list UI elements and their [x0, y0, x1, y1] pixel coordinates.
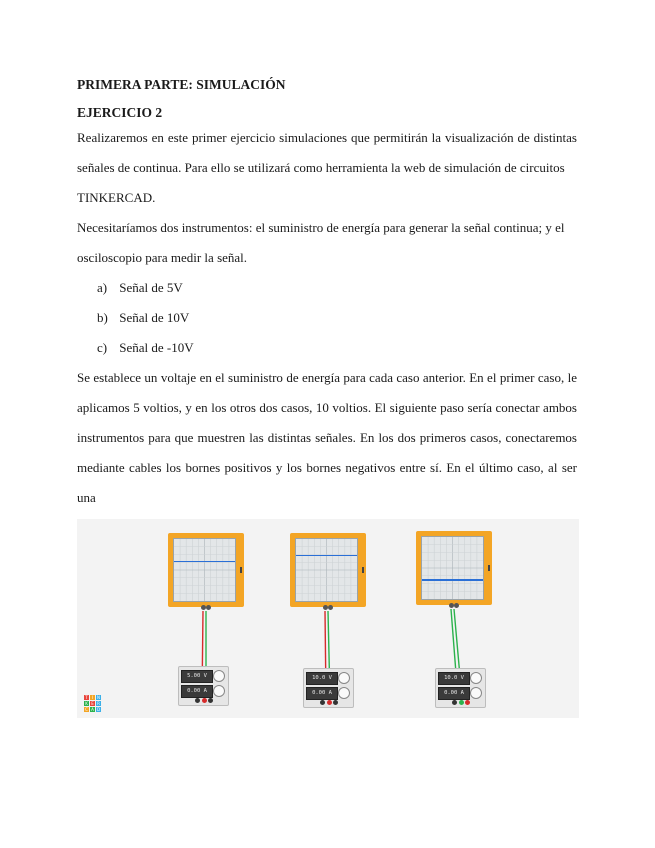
oscilloscope[interactable]	[290, 533, 366, 607]
oscilloscope[interactable]	[168, 533, 244, 607]
oscilloscope-grid	[422, 537, 483, 599]
power-supply[interactable]	[178, 666, 229, 706]
logo-tile: T	[85, 695, 88, 700]
logo-tile: K	[85, 701, 88, 706]
current-knob[interactable]	[470, 687, 482, 699]
negative-terminal	[465, 700, 470, 705]
list-item-text: Señal de 5V	[119, 280, 183, 295]
power-supply[interactable]	[303, 668, 354, 708]
procedure-paragraph-text: Se establece un voltaje en el suministro de energía para cada caso anterior. En el primer caso, le aplicamos 5 voltios, y en los otros dos casos, 10 voltios. El siguiente paso sería conectar ambos instrumentos para que muestren las distintas señales. En los dos primeros casos, conectaremos mediante cables los bornes positivos y los bornes negativos entre sí. En el último caso, al ser una	[77, 370, 577, 505]
list-item-text: Señal de 10V	[119, 310, 190, 325]
intro-paragraph	[77, 123, 577, 213]
probe-port	[328, 605, 333, 610]
tinkercad-simulation-figure	[77, 519, 579, 718]
oscilloscope-knob	[240, 567, 242, 573]
list-item-text: Señal de -10V	[119, 340, 194, 355]
oscilloscope-grid	[296, 539, 357, 601]
oscilloscope-knob	[362, 567, 364, 573]
signal-trace	[174, 561, 235, 563]
document-page	[77, 70, 577, 543]
power-supply[interactable]	[435, 668, 486, 708]
tinkercad-logo	[84, 695, 102, 713]
voltage-knob[interactable]	[213, 670, 225, 682]
probe-port	[206, 605, 211, 610]
current-display: 0.00 A	[306, 687, 338, 700]
current-knob[interactable]	[213, 685, 225, 697]
part-heading: PRIMERA PARTE: SIMULACIÓN	[77, 77, 286, 92]
logo-tile: N	[97, 695, 100, 700]
signal-trace	[422, 579, 483, 581]
oscilloscope-screen	[421, 536, 484, 600]
voltage-display: 5.00 V	[181, 670, 213, 683]
voltage-display: 10.0 V	[438, 672, 470, 685]
signal-trace	[296, 555, 357, 557]
instruments-paragraph-text: Necesitaríamos dos instrumentos: el suministro de energía para generar la señal continua; y el	[77, 220, 565, 235]
logo-tile: A	[91, 707, 94, 712]
list-item	[77, 303, 577, 333]
signal-list	[77, 273, 577, 363]
list-marker: a)	[97, 280, 108, 295]
current-display: 0.00 A	[438, 687, 470, 700]
oscilloscope[interactable]	[416, 531, 492, 605]
intro-paragraph-text: Realizaremos en este primer ejercicio simulaciones que permitirán la visualización de distintas señales de continua. Para ello se utilizará como herramienta la web de simulación de circuitos	[77, 130, 577, 175]
list-item	[77, 273, 577, 303]
intro-paragraph-last-line: TINKERCAD.	[77, 190, 156, 205]
logo-tile: C	[85, 707, 88, 712]
oscilloscope-knob	[488, 565, 490, 571]
list-marker: c)	[97, 340, 108, 355]
logo-tile: R	[97, 701, 100, 706]
negative-terminal	[208, 698, 213, 703]
exercise-heading: EJERCICIO 2	[77, 105, 163, 120]
logo-tile: D	[96, 707, 101, 712]
ground-terminal	[195, 698, 200, 703]
voltage-knob[interactable]	[470, 672, 482, 684]
positive-terminal	[202, 698, 207, 703]
oscilloscope-screen	[295, 538, 358, 602]
logo-tile: I	[91, 695, 94, 700]
current-display: 0.00 A	[181, 685, 213, 698]
procedure-paragraph	[77, 363, 577, 543]
positive-terminal	[327, 700, 332, 705]
probe-port	[454, 603, 459, 608]
instruments-paragraph-last-line: osciloscopio para medir la señal.	[77, 250, 248, 265]
logo-tile: E	[91, 701, 94, 706]
current-knob[interactable]	[338, 687, 350, 699]
ground-terminal	[452, 700, 457, 705]
list-marker: b)	[97, 310, 108, 325]
positive-terminal	[459, 700, 464, 705]
voltage-display: 10.0 V	[306, 672, 338, 685]
oscilloscope-grid	[174, 539, 235, 601]
negative-terminal	[333, 700, 338, 705]
list-item	[77, 333, 577, 363]
ground-terminal	[320, 700, 325, 705]
oscilloscope-screen	[173, 538, 236, 602]
instruments-paragraph	[77, 213, 577, 273]
voltage-knob[interactable]	[338, 672, 350, 684]
